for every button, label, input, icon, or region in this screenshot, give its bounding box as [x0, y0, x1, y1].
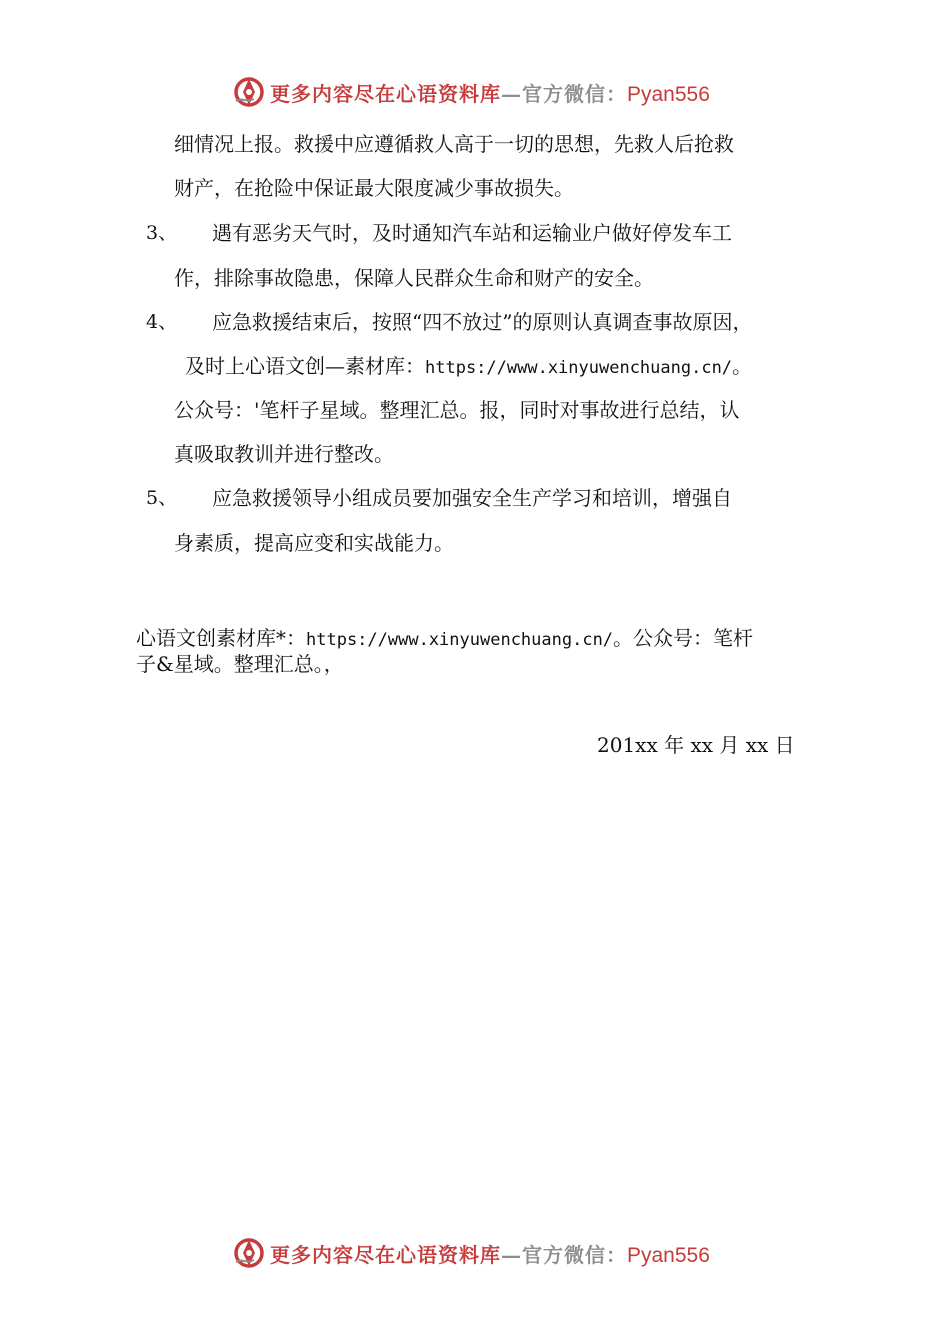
header-banner — [232, 74, 710, 110]
list-number-4: 4、 — [146, 311, 178, 333]
body-line-5: 应急救援结束后，按照“四不放过”的原则认真调查事故原因， — [212, 310, 753, 334]
body-line-9: 应急救援领导小组成员要加强安全生产学习和培训，增强自 — [212, 486, 732, 510]
list-number-5: 5、 — [146, 487, 178, 509]
list-number-3: 3、 — [146, 222, 178, 244]
banner-wechat-label: —官方微信： — [501, 1242, 627, 1267]
footer-note-end: 。公众号：笔杆 — [613, 626, 754, 650]
banner-title: 更多内容尽在心语资料库 — [270, 81, 501, 106]
footer-note-line-2: 子&星域。整理汇总。， — [136, 652, 344, 676]
banner-text — [270, 1239, 710, 1268]
banner-text — [270, 78, 710, 107]
body-line-6 — [185, 352, 752, 382]
document-date: 201xx 年 xx 月 xx 日 — [597, 733, 795, 757]
body-line-1: 细情况上报。救援中应遵循救人高于一切的思想，先救人后抢救 — [174, 132, 734, 156]
pen-nib-logo-icon — [232, 1236, 266, 1270]
body-line-6-end: 。 — [732, 354, 753, 378]
body-line-8: 真吸取教训并进行整改。 — [174, 442, 394, 466]
footer-note-text: 心语文创素材库*： — [136, 626, 306, 650]
banner-wechat-label: —官方微信： — [501, 81, 627, 106]
banner-title: 更多内容尽在心语资料库 — [270, 1242, 501, 1267]
body-line-2: 财产，在抢险中保证最大限度减少事故损失。 — [174, 176, 574, 200]
body-line-6-url: https://www.xinyuwenchuang.cn/ — [425, 358, 733, 378]
banner-wechat-id: Pyan556 — [627, 82, 710, 106]
body-line-3: 遇有恶劣天气时，及时通知汽车站和运输业户做好停发车工 — [212, 221, 732, 245]
body-line-6-text: 及时上心语文创—素材库： — [185, 354, 425, 378]
body-line-7: 公众号：'笔杆子星域。整理汇总。报，同时对事故进行总结，认 — [174, 398, 740, 422]
body-line-4: 作，排除事故隐患，保障人民群众生命和财产的安全。 — [174, 266, 654, 290]
pen-nib-logo-icon — [232, 75, 266, 109]
banner-wechat-id: Pyan556 — [627, 1243, 710, 1267]
footer-banner — [232, 1235, 710, 1271]
body-line-10: 身素质，提高应变和实战能力。 — [174, 531, 454, 555]
footer-note-url: https://www.xinyuwenchuang.cn/ — [306, 630, 614, 650]
